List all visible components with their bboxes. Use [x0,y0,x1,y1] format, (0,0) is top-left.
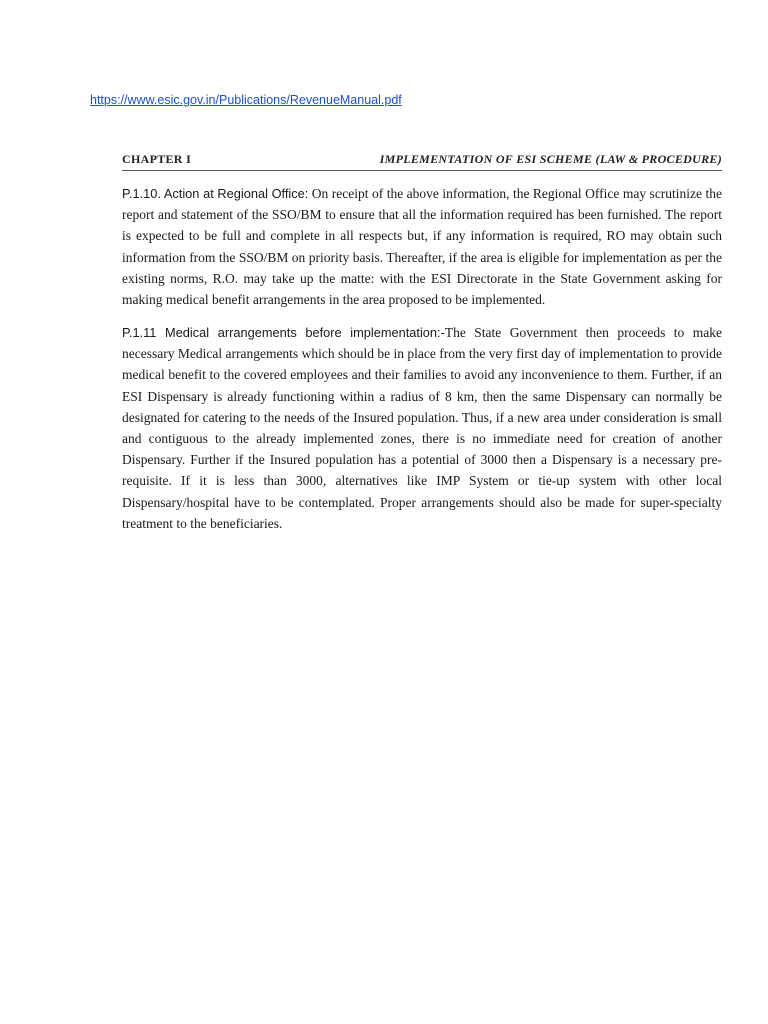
chapter-label: CHAPTER I [122,152,192,166]
paragraph-heading: P.1.11 Medical arrangements before implementation:- [122,325,445,340]
paragraph-body: On receipt of the above information, the Regional Office may scrutinize the report and statement of the SSO/BM to ensure that all the information required has been furnished. The report is expected to be full and complete in all respects but, if any information is required, RO may obtain such information from the SSO/BM on priority basis. Thereafter, if the area is eligible for implementation as per the existing norms, R.O. may take up the matte: with the ESI Directorate in the State Government asking for making medical benefit arrangements in the area proposed to be implemented. [122,186,723,308]
chapter-header [122,152,722,167]
source-url-link[interactable]: https://www.esic.gov.in/Publications/RevenueManual.pdf [90,93,402,107]
header-divider [122,170,722,171]
paragraph-heading: P.1.10. Action at Regional Office: [122,186,309,201]
chapter-title: IMPLEMENTATION OF ESI SCHEME (LAW & PROCEDURE) [379,152,722,166]
paragraph-p1-10 [122,183,722,310]
paragraph-body: The State Government then proceeds to make necessary Medical arrangements which should be in place from the very first day of implementation to provide medical benefit to the covered employees and their families to avoid any inconvenience to them. Further, if an ESI Dispensary is already functioning within a radius of 8 km, then the same Dispensary can normally be designated for catering to the needs of the Insured population. Thus, if a new area under consideration is small and contiguous to the already implemented zones, there is no immediate need for creation of another Dispensary. Further if the Insured population has a potential of 3000 then a Dispensary is a necessary pre-requisite. If it is less than 3000, alternatives like IMP System or tie-up system with other local Dispensary/hospital have to be contemplated. Proper arrangements should also be made for super-specialty treatment to the beneficiaries. [122,325,722,531]
paragraph-p1-11 [122,322,722,534]
